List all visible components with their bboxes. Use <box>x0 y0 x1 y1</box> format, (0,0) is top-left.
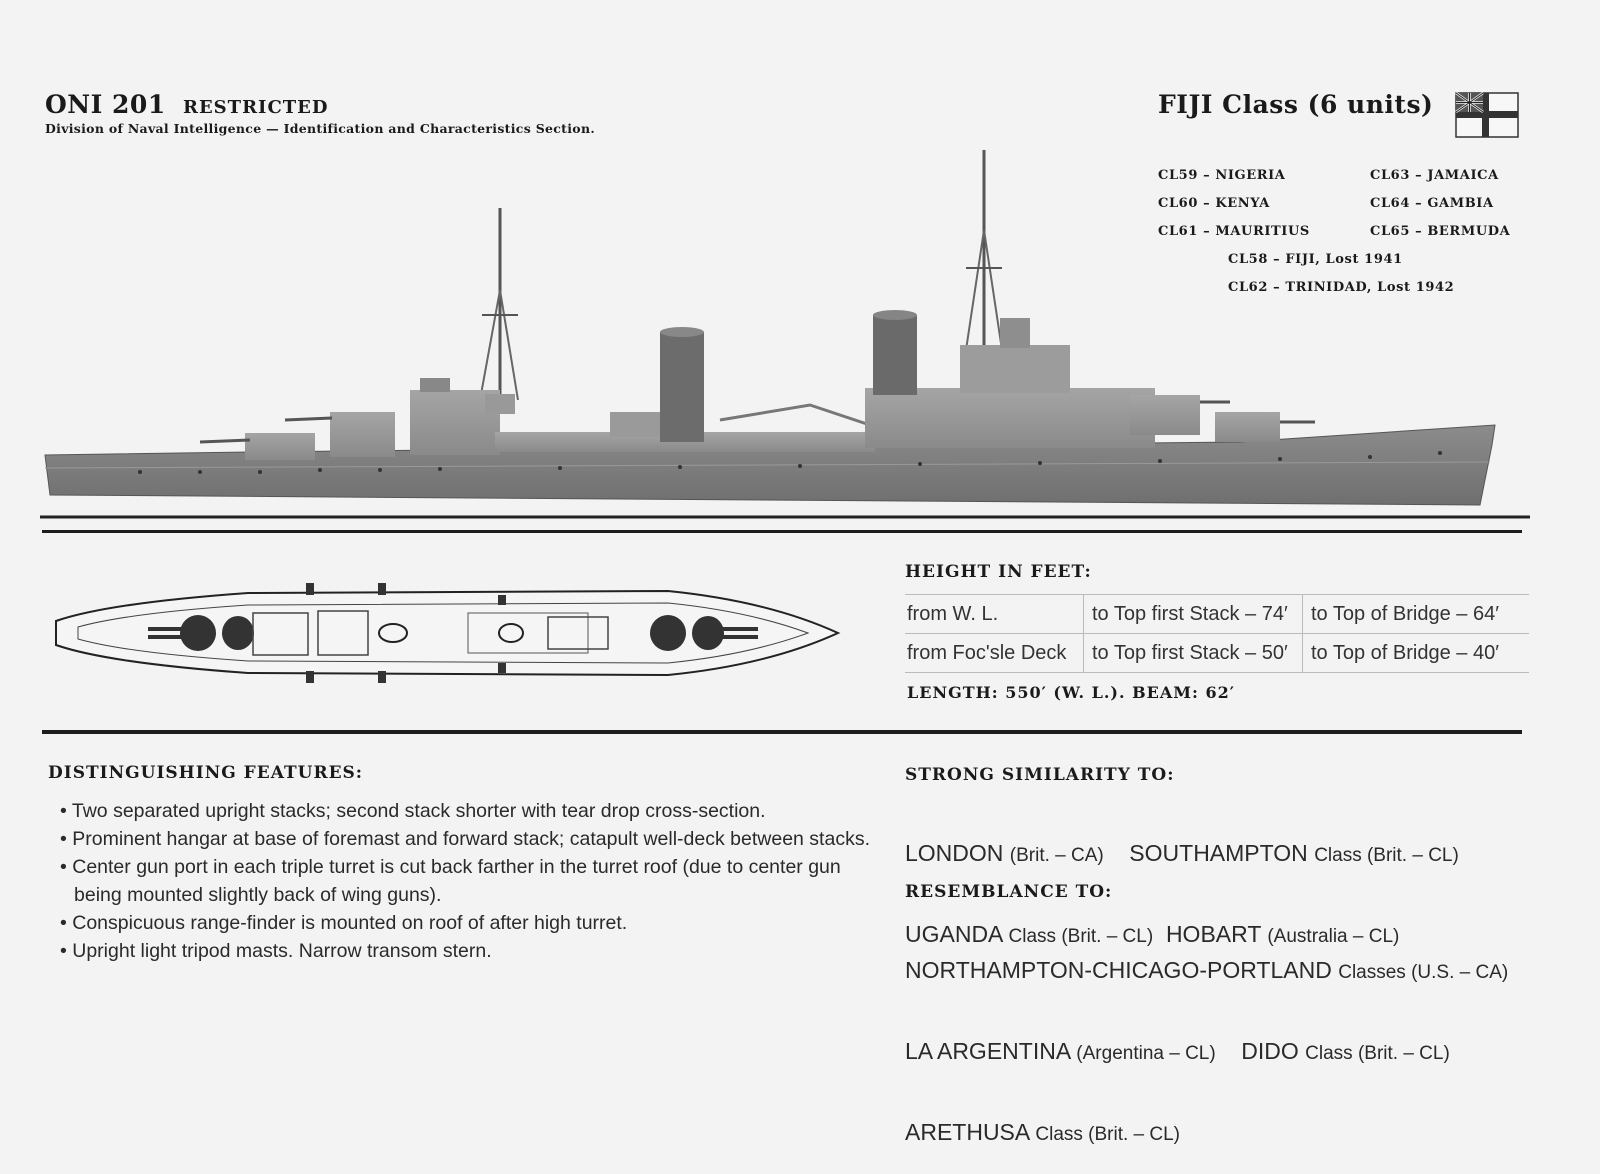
resemblance-line <box>905 1038 1508 1067</box>
similarity-line <box>905 840 1459 869</box>
table-row <box>905 595 1529 634</box>
table-row <box>905 634 1529 673</box>
ship-type: Class (Brit. – CL) <box>1305 1043 1450 1064</box>
height-table <box>905 594 1529 673</box>
ship-entry: CL59 – NIGERIA <box>1158 168 1286 183</box>
ship-name: DIDO <box>1215 1038 1306 1064</box>
ship-type: Class (Brit. – CL) <box>1035 1124 1181 1145</box>
height-bridge-cell: to Top of Bridge – 64′ <box>1303 595 1530 634</box>
length-beam: LENGTH: 550′ (W. L.). BEAM: 62′ <box>907 683 1235 702</box>
ship-entry: CL64 – GAMBIA <box>1370 196 1494 211</box>
features-title: DISTINGUISHING FEATURES: <box>48 763 364 783</box>
ship-name: ARETHUSA <box>905 1119 1036 1145</box>
height-bridge-cell: to Top of Bridge – 40′ <box>1303 634 1530 673</box>
ship-name: HOBART <box>1153 921 1268 947</box>
section-divider <box>42 730 1522 734</box>
feature-item: • Center gun port in each triple turret is cut back farther in the turret roof (due to center gun being mounted slightly back of wing guns). <box>60 856 841 906</box>
ship-name: SOUTHAMPTON <box>1103 840 1315 866</box>
ship-profile-illustration <box>40 150 1530 520</box>
height-ref-cell: from W. L. <box>905 595 1084 634</box>
ship-entry: CL60 – KENYA <box>1158 196 1270 211</box>
document-id: ONI 201 <box>45 90 166 119</box>
resemblance-title: RESEMBLANCE TO: <box>905 882 1113 902</box>
ship-entry: CL65 – BERMUDA <box>1370 224 1511 239</box>
ship-type: (Brit. – CA) <box>1009 845 1104 866</box>
similarity-title: STRONG SIMILARITY TO: <box>905 765 1175 785</box>
ship-entry-lost: CL62 – TRINIDAD, Lost 1942 <box>1228 280 1455 295</box>
ship-name: LA ARGENTINA <box>905 1038 1077 1064</box>
ship-name: LONDON <box>905 840 1010 866</box>
ship-type: Class (Brit. – CL) <box>1008 926 1154 947</box>
height-stack-cell: to Top first Stack – 50′ <box>1084 634 1303 673</box>
height-stack-cell: to Top first Stack – 74′ <box>1084 595 1303 634</box>
ship-plan-view <box>48 583 843 683</box>
features-list <box>48 797 878 965</box>
resemblance-list <box>905 905 1508 1174</box>
ship-type: Classes (U.S. – CA) <box>1338 962 1509 983</box>
feature-item: • Two separated upright stacks; second stack shorter with tear drop cross-section. <box>60 800 766 822</box>
ship-name: UGANDA <box>905 921 1009 947</box>
class-title: FIJI Class (6 units) <box>1158 90 1434 119</box>
feature-item: • Upright light tripod masts. Narrow transom stern. <box>60 940 492 962</box>
ship-entry-lost: CL58 – FIJI, Lost 1941 <box>1228 252 1403 267</box>
feature-item: • Prominent hangar at base of foremast and forward stack; catapult well-deck between stacks. <box>60 828 870 850</box>
resemblance-line <box>905 1119 1508 1148</box>
ship-type: (Argentina – CL) <box>1076 1043 1216 1064</box>
section-divider <box>42 530 1522 533</box>
white-ensign-flag-icon <box>1455 92 1519 138</box>
feature-item: • Conspicuous range-finder is mounted on roof of after high turret. <box>60 912 628 934</box>
classification-label: RESTRICTED <box>183 97 329 118</box>
height-title: HEIGHT IN FEET: <box>905 562 1092 582</box>
height-ref-cell: from Foc'sle Deck <box>905 634 1084 673</box>
ship-type: (Australia – CL) <box>1267 926 1400 947</box>
resemblance-line <box>905 957 1508 986</box>
ship-type: Class (Brit. – CL) <box>1314 845 1459 866</box>
division-subtitle: Division of Naval Intelligence — Identification and Characteristics Section. <box>45 121 595 136</box>
ship-entry: CL63 – JAMAICA <box>1370 168 1499 183</box>
ship-name: NORTHAMPTON-CHICAGO-PORTLAND <box>905 957 1339 983</box>
ship-entry: CL61 – MAURITIUS <box>1158 224 1310 239</box>
